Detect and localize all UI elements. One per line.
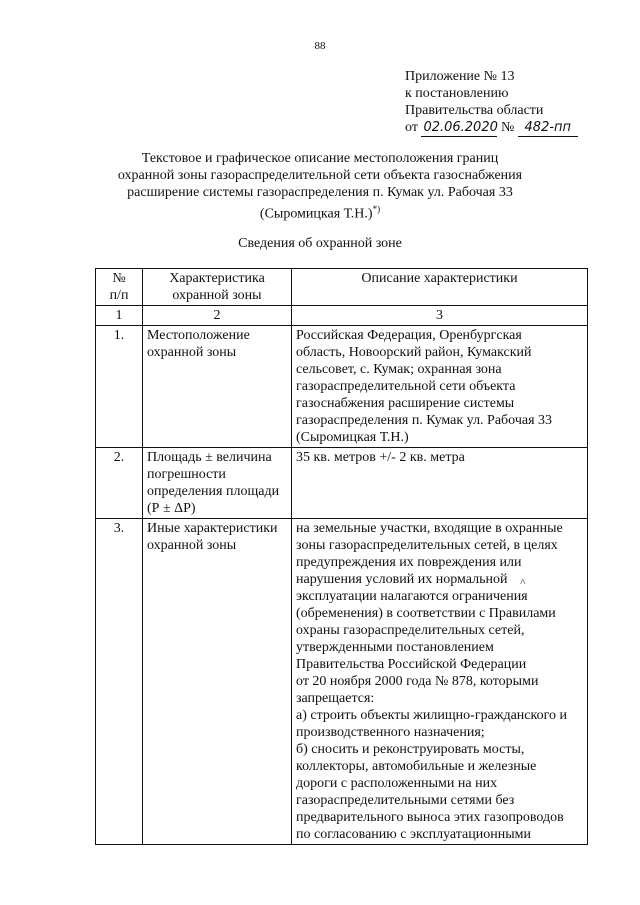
table-row: [96, 448, 588, 519]
description-line: (обременения) в соответствии с Правилами: [296, 606, 556, 621]
header-cell-num: [96, 269, 143, 306]
description-line: коллекторы, автомобильные и железные: [296, 759, 537, 774]
header-cell-description: Описание характеристики: [292, 269, 588, 306]
description-line: Правительства Российской Федерации: [296, 657, 527, 672]
column-number-2: 2: [143, 306, 292, 326]
description-line: от 20 ноября 2000 года № 878, которыми: [296, 674, 539, 689]
header-char-line-2: охранной зоны: [172, 288, 262, 303]
section-title: Сведения об охранной зоне: [238, 236, 402, 251]
stray-mark: ˄: [520, 577, 526, 588]
table-row: [96, 326, 588, 448]
document-title: [90, 150, 550, 223]
appendix-line-3: Правительства области: [405, 103, 544, 118]
header-num-line-1: №: [112, 271, 126, 286]
description-line: б) сносить и реконструировать мосты,: [296, 742, 525, 757]
description-line: дороги с расположенными на них: [296, 776, 498, 791]
description-line: газораспределения п. Кумак ул. Рабочая 33: [296, 413, 553, 428]
description-line: предупреждения их повреждения или: [296, 555, 522, 570]
description-line: предварительного выноса этих газопроводов: [296, 810, 564, 825]
footnote-mark: *): [372, 204, 381, 214]
title-line-4: [90, 201, 550, 223]
row-description: [292, 448, 588, 519]
appendix-line-2: к постановлению: [405, 86, 509, 101]
description-line: а) строить объекты жилищно-гражданского и: [296, 708, 567, 723]
description-line: по согласованию с эксплуатационными: [296, 827, 531, 842]
row-number: 1.: [96, 326, 143, 448]
appendix-block: [405, 68, 578, 137]
description-line: нарушения условий их нормальной: [296, 572, 508, 587]
zone-info-table: [95, 268, 588, 845]
row-characteristic: Местоположение охранной зоны: [143, 326, 292, 448]
description-line: газораспределительными сетями без: [296, 793, 515, 808]
row-description: [292, 326, 588, 448]
description-line: зоны газораспределительных сетей, в целях: [296, 538, 558, 553]
header-char-line-1: Характеристика: [169, 271, 265, 286]
description-line: на земельные участки, входящие в охранные: [296, 521, 563, 536]
description-line: 35 кв. метров +/- 2 кв. метра: [296, 450, 465, 465]
description-line: запрещается:: [296, 691, 375, 706]
row-characteristic: Иные характеристики охранной зоны: [143, 519, 292, 845]
title-line-3: расширение системы газораспределения п. Кумак ул. Рабочая 33: [127, 185, 513, 200]
table-row: [96, 519, 588, 845]
description-line: охраны газораспределительных сетей,: [296, 623, 525, 638]
from-label: от: [405, 120, 418, 135]
title-line-1: Текстовое и графическое описание местоположения границ: [141, 151, 499, 166]
header-num-line-2: п/п: [109, 288, 129, 303]
table-header-row: [96, 269, 588, 306]
description-line: сельсовет, с. Кумак; охранная зона: [296, 362, 502, 377]
description-line: Российская Федерация, Оренбургская: [296, 328, 522, 343]
header-cell-characteristic: [143, 269, 292, 306]
row-description: [292, 519, 588, 845]
row-number: 3.: [96, 519, 143, 845]
description-line: утвержденными постановлением: [296, 640, 494, 655]
table-column-number-row: [96, 306, 588, 326]
description-line: газоснабжения расширение системы: [296, 396, 515, 411]
handwritten-date: 02.06.2020: [423, 120, 498, 135]
description-line: газораспределительной сети объекта: [296, 379, 516, 394]
description-line: область, Новоорский район, Кумакский: [296, 345, 532, 360]
column-number-3: 3: [292, 306, 588, 326]
description-line: эксплуатации налагаются ограничения: [296, 589, 528, 604]
title-owner: (Сыромицкая Т.Н.): [259, 206, 373, 222]
number-label: №: [500, 120, 515, 135]
row-number: 2.: [96, 448, 143, 519]
description-line: (Сыромицкая Т.Н.): [296, 430, 409, 445]
appendix-date-line: [405, 119, 578, 137]
page-number: 88: [314, 40, 326, 52]
appendix-line-1: Приложение № 13: [405, 69, 515, 84]
handwritten-number: 482-пп: [518, 119, 578, 137]
description-line: производственного назначения;: [296, 725, 485, 740]
title-line-2: охранной зоны газораспределительной сети объекта газоснабжения: [117, 168, 523, 183]
column-number-1: 1: [96, 306, 143, 326]
row-characteristic: Площадь ± величина погрешности определения площади (Р ± ΔР): [143, 448, 292, 519]
